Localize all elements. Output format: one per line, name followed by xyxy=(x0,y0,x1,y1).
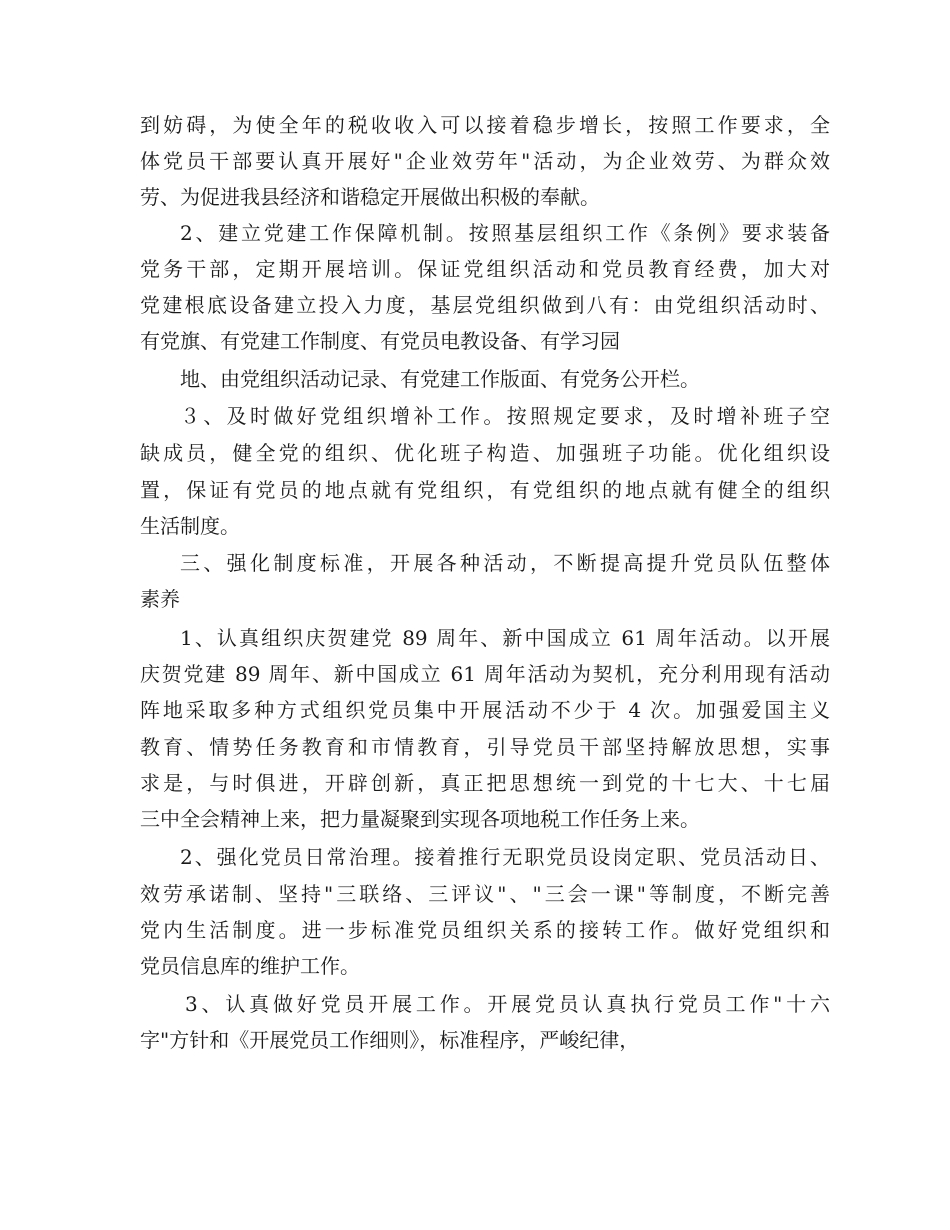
text-line: ３、及时做好党组织增补工作。按照规定要求，及时增补班子空 xyxy=(180,404,830,428)
text-line: 2、强化党员日常治理。接着推行无职党员设岗定职、党员活动日、 xyxy=(180,845,830,869)
text-line: 党务干部，定期开展培训。保证党组织活动和党员教育经费，加大对 xyxy=(140,257,830,281)
text-line: 置，保证有党员的地点就有党组织，有党组织的地点就有健全的组织 xyxy=(140,478,830,502)
text-line: 党员信息库的维护工作。 xyxy=(140,954,360,978)
text-line: 党建根底设备建立投入力度，基层党组织做到八有：由党组织活动时、 xyxy=(140,293,830,317)
text-line: 有党旗、有党建工作制度、有党员电教设备、有学习园 xyxy=(140,329,620,353)
text-line: 体党员干部要认真开展好"企业效劳年"活动，为企业效劳、为群众效 xyxy=(140,149,830,173)
text-line: 缺成员，健全党的组织、优化班子构造、加强班子功能。优化组织设 xyxy=(140,441,830,465)
text-line: 三中全会精神上来，把力量凝聚到实现各项地税工作任务上来。 xyxy=(140,807,700,831)
text-line: 求是，与时俱进，开辟创新，真正把思想统一到党的十七大、十七届 xyxy=(140,771,830,795)
text-line: 党内生活制度。进一步标准党员组织关系的接转工作。做好党组织和 xyxy=(140,918,830,942)
text-line: 教育、情势任务教育和市情教育，引导党员干部坚持解放思想，实事 xyxy=(140,735,830,759)
text-line: 1、认真组织庆贺建党 89 周年、新中国成立 61 周年活动。以开展 xyxy=(180,626,830,650)
text-line: 阵地采取多种方式组织党员集中开展活动不少于 4 次。加强爱国主义 xyxy=(140,698,830,722)
text-line: 3、认真做好党员开展工作。开展党员认真执行党员工作"十六 xyxy=(185,992,830,1016)
text-line: 生活制度。 xyxy=(140,514,240,538)
text-line: 到妨碍，为使全年的税收收入可以接着稳步增长，按照工作要求，全 xyxy=(140,113,830,137)
section-heading: 素养 xyxy=(140,587,180,611)
text-line: 效劳承诺制、坚持"三联络、三评议"、"三会一课"等制度，不断完善 xyxy=(140,882,830,906)
section-heading: 三、强化制度标准，开展各种活动，不断提高提升党员队伍整体 xyxy=(180,551,830,575)
text-line: 地、由党组织活动记录、有党建工作版面、有党务公开栏。 xyxy=(180,367,700,391)
text-line: 字"方针和《开展党员工作细则》，标准程序，严峻纪律， xyxy=(140,1028,640,1052)
text-line: 2、建立党建工作保障机制。按照基层组织工作《条例》要求装备 xyxy=(180,221,830,245)
text-line: 庆贺党建 89 周年、新中国成立 61 周年活动为契机，充分利用现有活动 xyxy=(140,662,830,686)
text-line: 劳、为促进我县经济和谐稳定开展做出积极的奉献。 xyxy=(140,185,600,209)
